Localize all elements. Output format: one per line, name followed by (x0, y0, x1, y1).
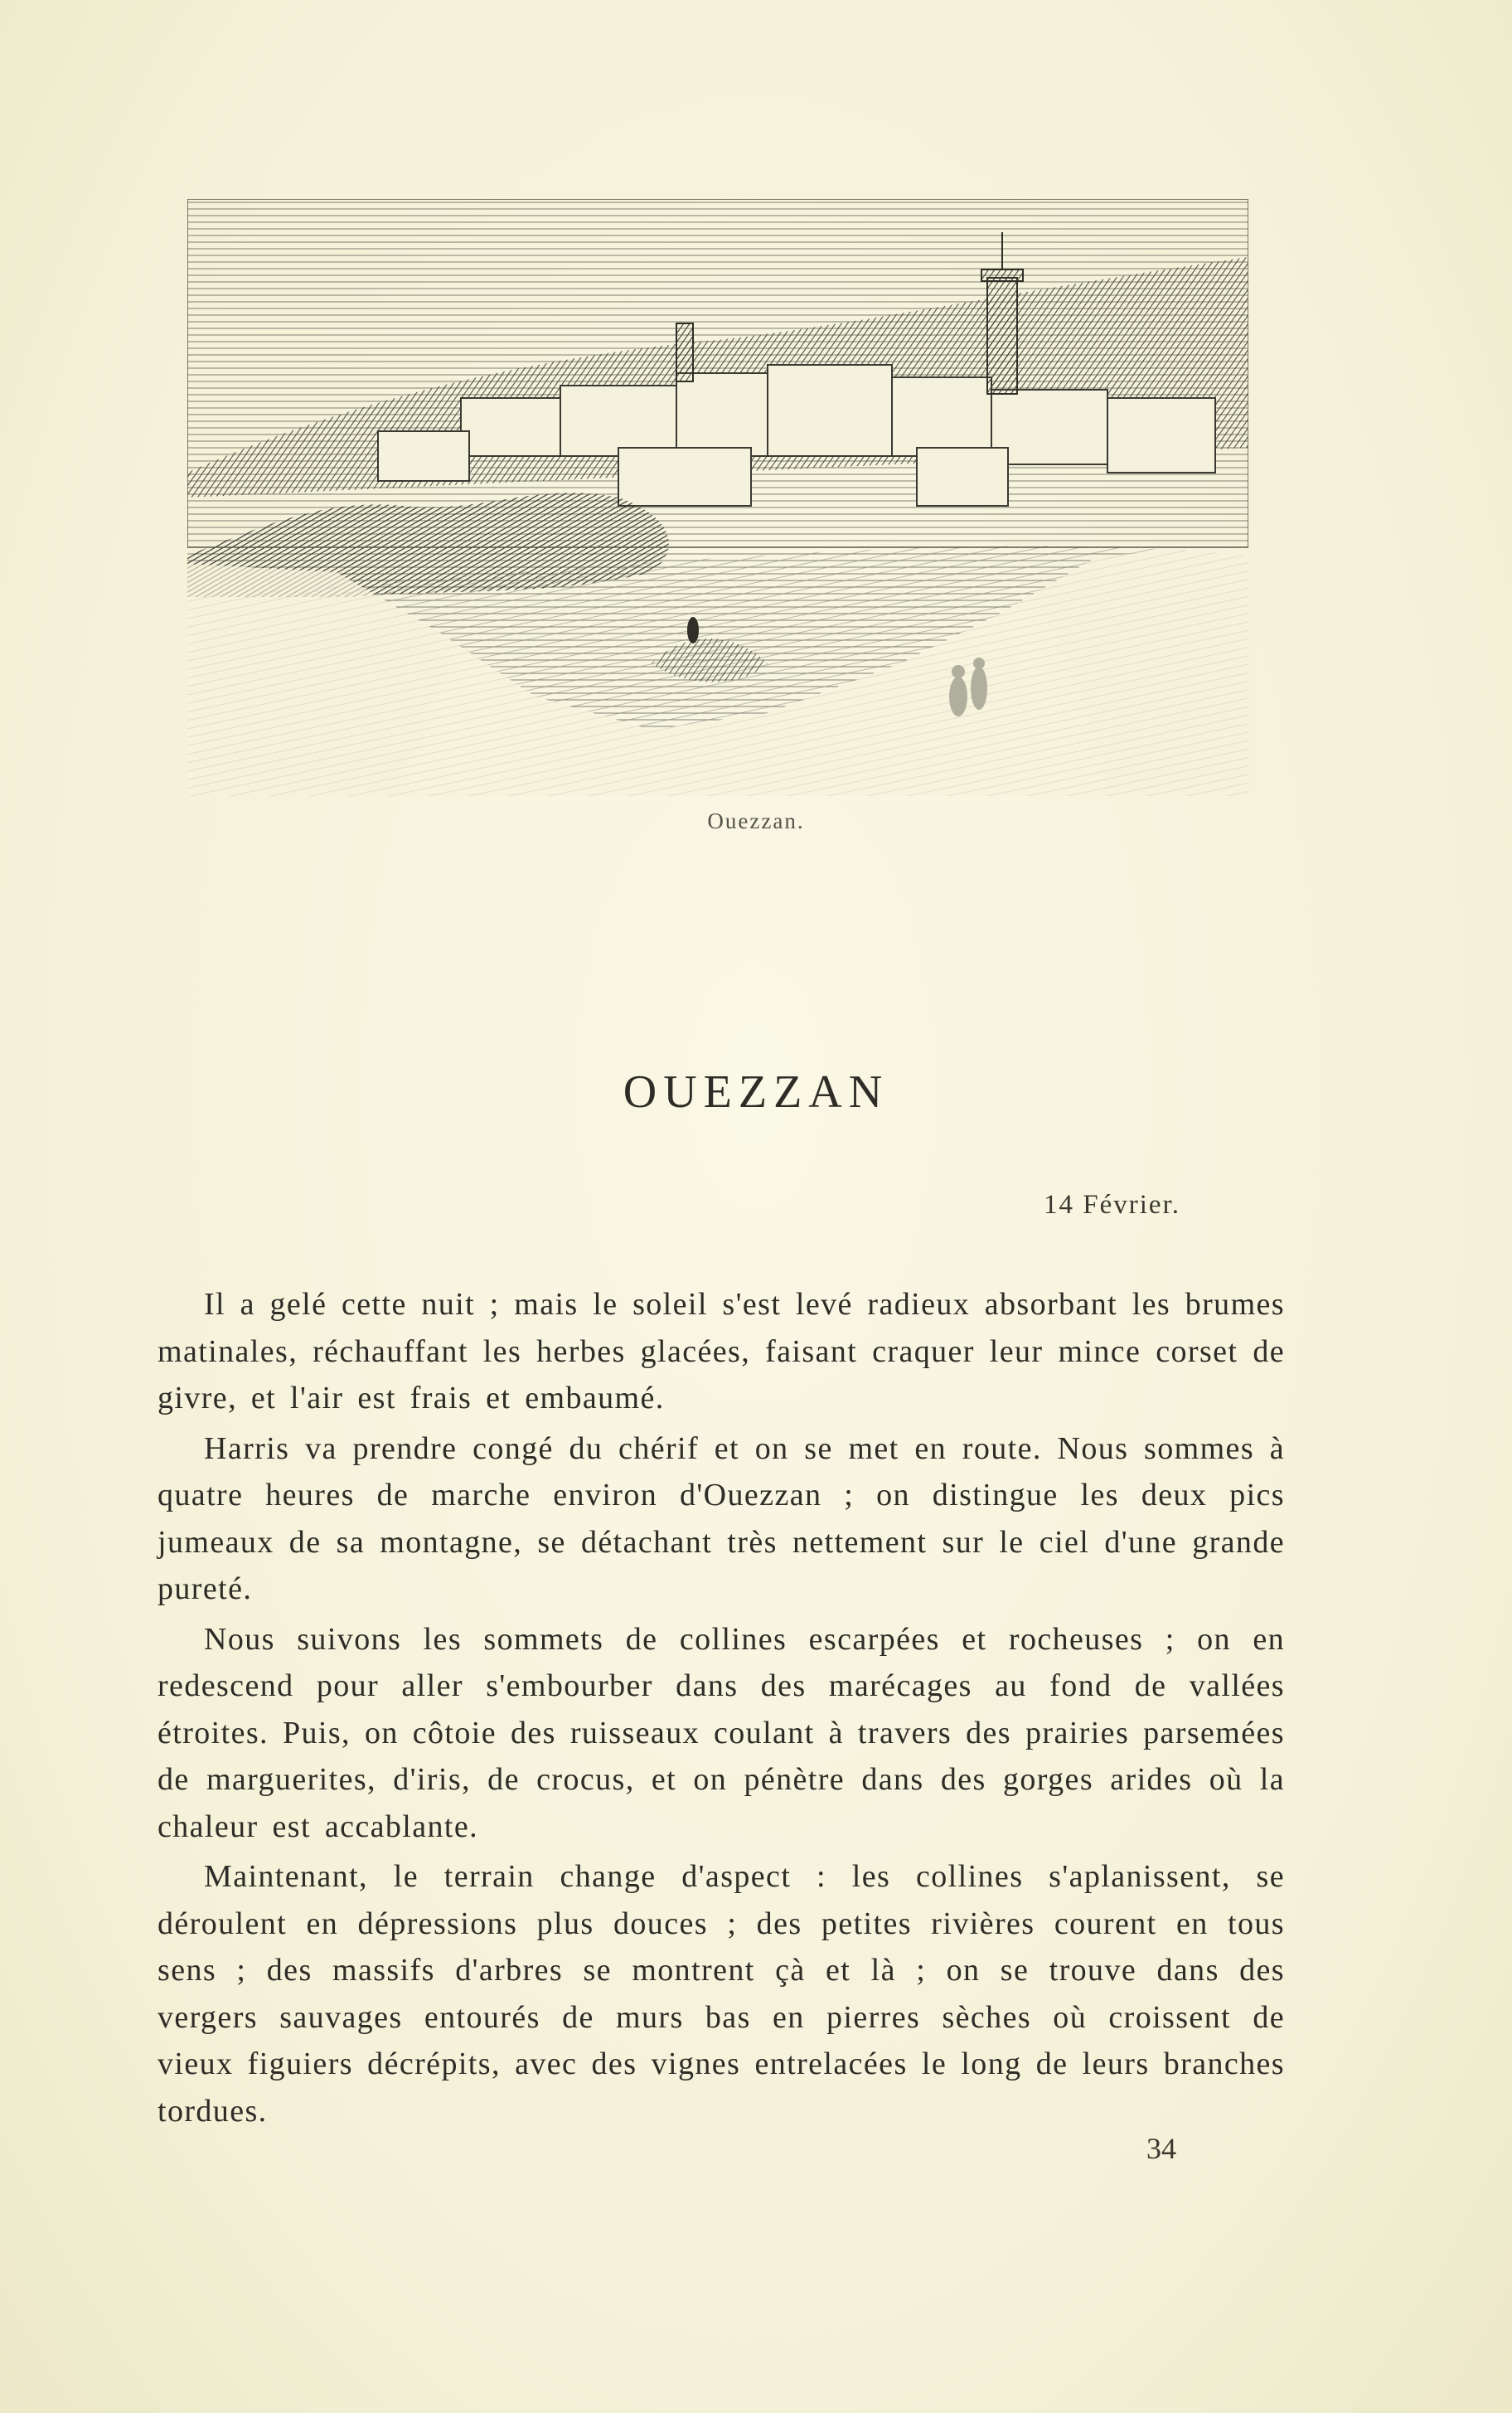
paragraph: Nous suivons les sommets de collines escarpées et rocheuses ; on en redescend pour aller s'embourber dans des marécages au fond de vallées étroites. Puis, on côtoie des ruisseaux coulant à travers des prairies parsemées de marguerites, d'iris, de crocus, et on pénètre dans des gorges arides où la chaleur est accablante. (158, 1621, 1285, 1844)
paragraph: Il a gelé cette nuit ; mais le soleil s'est levé radieux absorbant les brumes matinales, réchauffant les herbes glacées, faisant craquer leur mince corset de givre, et l'air est frais et embaumé. (158, 1287, 1285, 1415)
paragraph: Harris va prendre congé du chérif et on se met en route. Nous sommes à quatre heures de marche environ d'Ouezzan ; on distingue les deux pics jumeaux de sa montagne, se détachant très nettement sur le ciel d'une grande pureté. (158, 1430, 1285, 1606)
illustration-caption: Ouezzan. (707, 808, 805, 833)
body-text (158, 1281, 1285, 2138)
entry-date: 14 Février. (1044, 1190, 1180, 1220)
chapter-title: OUEZZAN (623, 1066, 889, 1118)
page-number: 34 (1146, 2132, 1176, 2165)
town-engraving-illustration (187, 199, 1248, 796)
paragraph: Maintenant, le terrain change d'aspect : les collines s'aplanissent, se déroulent en dépressions plus douces ; des petites rivières courent en tous sens ; des massifs d'arbres se montrent çà et là ; on se trouve dans des vergers sauvages entourés de murs bas en pierres sèches où croissent de vieux figuiers décrépits, avec des vignes entrelacées le long de leurs branches tordues. (158, 1859, 1285, 2129)
